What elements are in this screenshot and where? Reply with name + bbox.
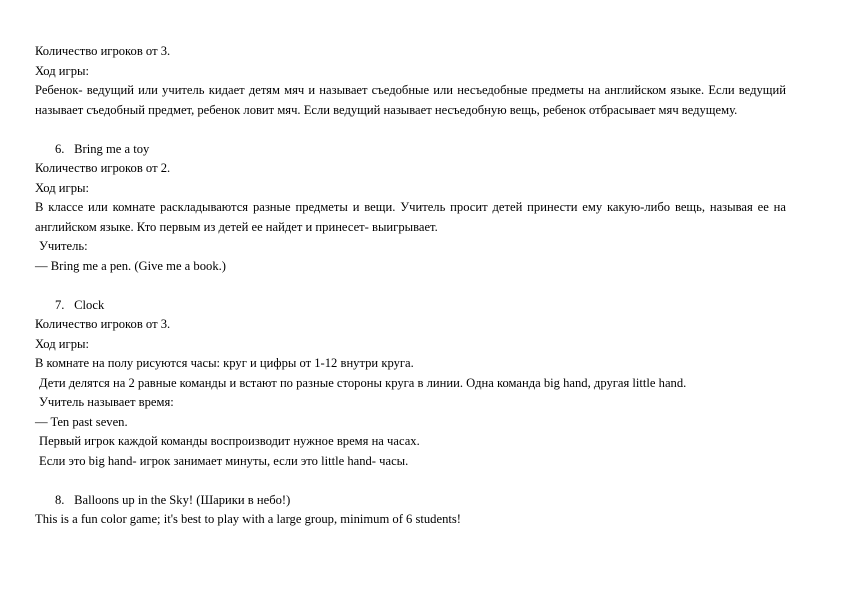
game-course-label: Ход игры: <box>35 63 89 78</box>
example-phrase: — Ten past seven. <box>35 414 128 429</box>
players-count: Количество игроков от 3. <box>35 317 171 331</box>
teacher-label: Учитель: <box>39 239 88 253</box>
game-description: This is a fun color game; it's best to play with a large group, minimum of 6 students! <box>35 512 461 526</box>
section-title: Balloons up in the Sky! (Шарики в небо!) <box>74 492 291 507</box>
game-description: В классе или комнате раскладываются разные предметы и вещи. Учитель просит детей принести ему какую-либо вещь, называя ее на английском языке. Кто первым из детей ее найдет и принесет- выигрывает. <box>35 200 786 234</box>
spacer <box>35 471 786 491</box>
game-step-5: Если это big hand- игрок занимает минуты, если это little hand- часы. <box>39 453 409 468</box>
document-body <box>35 42 786 530</box>
game-step-2: Дети делятся на 2 равные команды и встают по разные стороны круга в линии. Одна команда big hand, другая little hand. <box>39 375 687 390</box>
game-step-4: Первый игрок каждой команды воспроизводит нужное время на часах. <box>39 434 420 448</box>
section-title: Clock <box>74 297 105 312</box>
game-course-label: Ход игры: <box>35 180 89 195</box>
section-number: 8. <box>55 492 65 507</box>
section-heading-clock <box>35 296 786 316</box>
section-heading-balloons <box>35 491 786 511</box>
players-count: Количество игроков от 2. <box>35 161 171 175</box>
game-description: Ребенок- ведущий или учитель кидает детям мяч и называет съедобные или несъедобные предметы на английском языке. Если ведущий называет съедобный предмет, ребенок ловит мяч. Если ведущий называет несъедобную вещь, ребенок отбрасывает мяч ведущему. <box>35 83 786 117</box>
section-number: 6. <box>55 141 65 156</box>
game-step-3: Учитель называет время: <box>39 395 174 409</box>
section-heading-bring-me-a-toy <box>35 140 786 160</box>
game-course-label: Ход игры: <box>35 336 89 351</box>
game-step-1: В комнате на полу рисуются часы: круг и цифры от 1-12 внутри круга. <box>35 356 414 370</box>
spacer <box>35 120 786 140</box>
players-count: Количество игроков от 3. <box>35 44 171 58</box>
section-title: Bring me a toy <box>74 141 150 156</box>
spacer <box>35 276 786 296</box>
example-phrase: — Bring me a pen. (Give me a book.) <box>35 258 226 273</box>
section-number: 7. <box>55 297 65 312</box>
